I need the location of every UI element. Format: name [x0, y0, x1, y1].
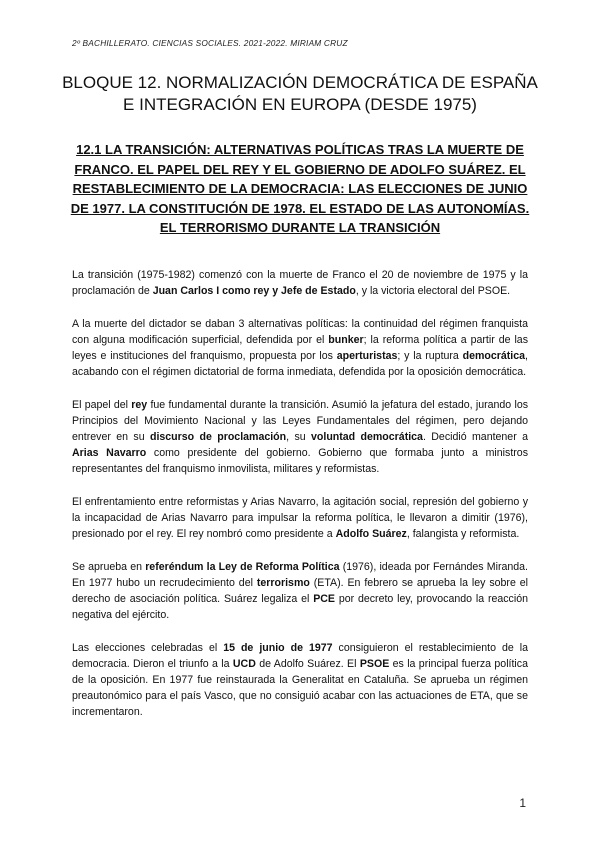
paragraph-3: El papel del rey fue fundamental durante la transición. Asumió la jefatura del estado, jurando los Principios del Movimiento Nacional y las Leyes Fundamentales del régimen, pero dejando entrever en su discurso de proclamación, su voluntad democrática. Decidió mantener a Arias Navarro como presidente del gobierno. Gobierno que formaba junto a ministros representantes del franquismo inmovilista, militares y reformistas.	[72, 399, 529, 475]
page-number: 1	[519, 796, 526, 810]
bold-term: 15 de junio de 1977	[223, 642, 333, 654]
bold-term: aperturistas	[336, 350, 398, 362]
paragraph-4: El enfrentamiento entre reformistas y Arias Navarro, la agitación social, represión del gobierno y la incapacidad de Arias Navarro para impulsar la reforma política, le llevaron a dimitir (1976), presionado por el rey. El rey nombró como presidente a Adolfo Suárez, falangista y reformista.	[72, 496, 528, 540]
bold-term: democrática	[462, 350, 526, 362]
bold-term: discurso de proclamación	[149, 431, 287, 443]
section-title: 12.1 LA TRANSICIÓN: ALTERNATIVAS POLÍTICAS TRAS LA MUERTE DE FRANCO. EL PAPEL DEL REY Y EL GOBIERNO DE ADOLFO SUÁREZ. EL RESTABLECIMIENTO DE LA DEMOCRACIA: LAS ELECCIONES DE JUNIO DE 1977. LA CONSTITUCIÓN DE 1978. EL ESTADO DE LAS AUTONOMÍAS. EL TERRORISMO DURANTE LA TRANSICIÓN	[70, 142, 530, 235]
bold-term: Juan Carlos I como rey y Jefe de Estado	[152, 285, 356, 297]
bold-term: voluntad democrática	[311, 431, 423, 443]
page-header: 2º BACHILLERATO. CIENCIAS SOCIALES. 2021-2022. MIRIAM CRUZ	[72, 38, 348, 48]
page-title: BLOQUE 12. NORMALIZACIÓN DEMOCRÁTICA DE ESPAÑA E INTEGRACIÓN EN EUROPA (DESDE 1975)	[62, 73, 538, 114]
bold-term: terrorismo	[256, 577, 310, 589]
bold-term: PSOE	[359, 658, 390, 670]
paragraph-6: Las elecciones celebradas el 15 de junio de 1977 consiguieron el restablecimiento de la democracia. Dieron el triunfo a la UCD de Adolfo Suárez. El PSOE es la principal fuerza política de la oposición. En 1977 fue reinstaurada la Generalitat en Cataluña. Se aprueba un régimen preautonómico para el país Vasco, que no consiguió acabar con las actuaciones de ETA, que se incrementaron.	[72, 642, 528, 718]
bold-term: Arias Navarro	[72, 447, 147, 459]
document-body	[72, 267, 528, 737]
bold-term: referéndum la Ley de Reforma Política	[145, 561, 340, 573]
bold-term: Adolfo Suárez	[335, 528, 407, 540]
bold-term: PCE	[313, 593, 335, 605]
bold-term: UCD	[232, 658, 256, 670]
bold-term: rey	[131, 399, 148, 411]
bold-term: bunker	[328, 334, 364, 346]
paragraph-5: Se aprueba en referéndum la Ley de Reforma Política (1976), ideada por Fernándes Miranda. En 1977 hubo un recrudecimiento del terrorismo (ETA). En febrero se aprueba la ley sobre el derecho de asociación política. Suárez legaliza el PCE por decreto ley, provocando la reacción negativa del ejército.	[72, 561, 528, 621]
paragraph-1: La transición (1975-1982) comenzó con la muerte de Franco el 20 de noviembre de 1975 y la proclamación de Juan Carlos I como rey y Jefe de Estado, y la victoria electoral del PSOE.	[72, 269, 528, 297]
paragraph-2: A la muerte del dictador se daban 3 alternativas políticas: la continuidad del régimen franquista con alguna modificación superficial, defendida por el bunker; la reforma política a partir de las leyes e instituciones del franquismo, propuesta por los aperturistas; y la ruptura democrática, acabando con el régimen dictatorial de forma inmediata, defendida por la oposición democrática.	[72, 318, 528, 378]
